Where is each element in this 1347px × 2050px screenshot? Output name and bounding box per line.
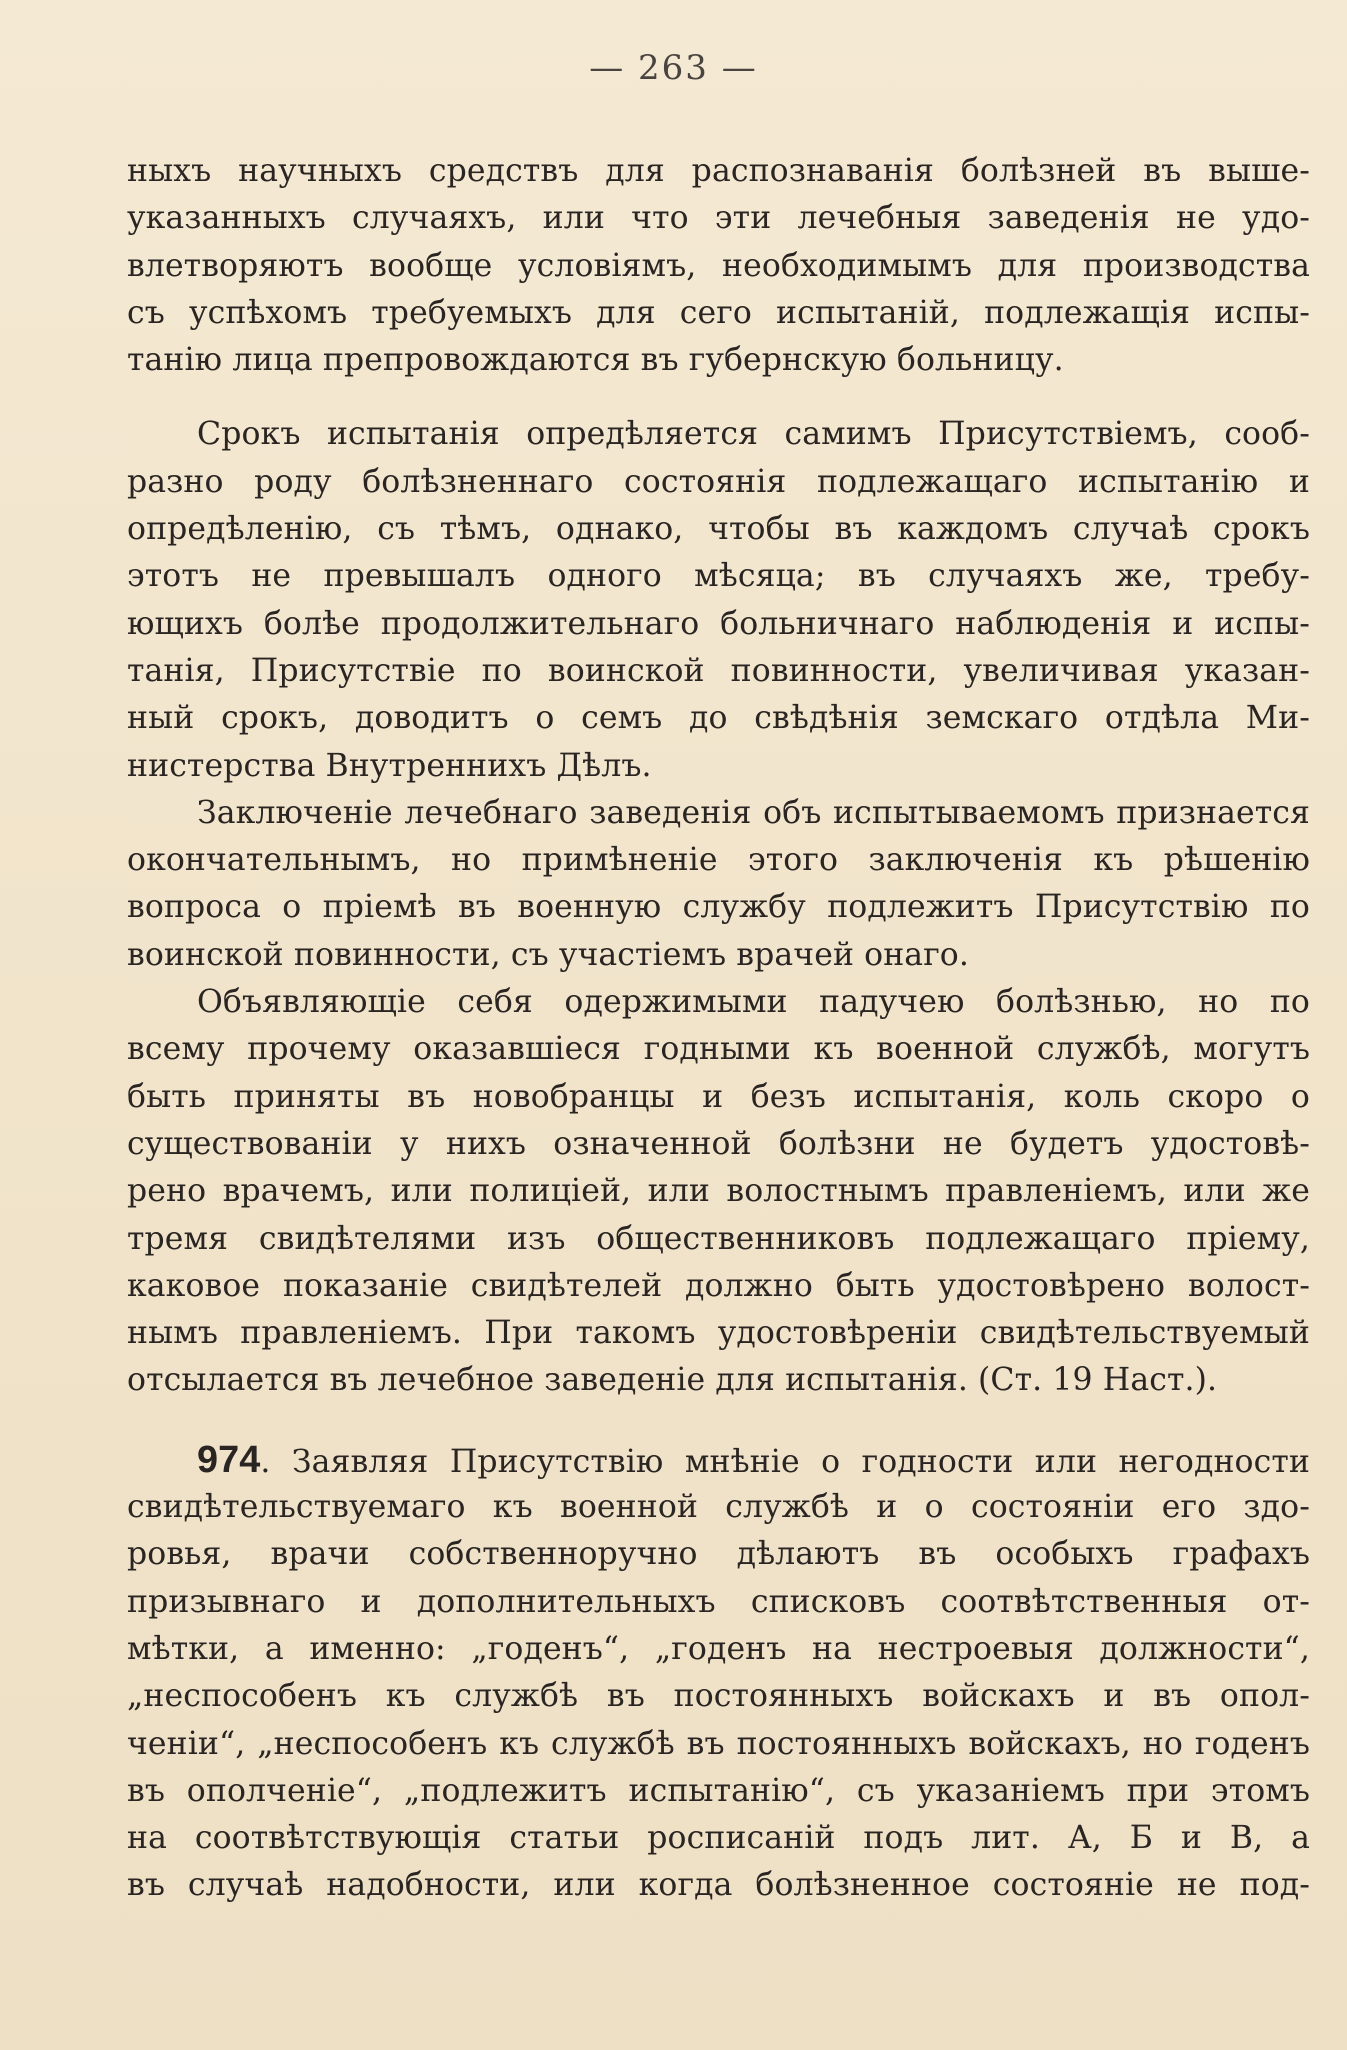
text-line: ныхъ научныхъ средствъ для распознаванія болѣзней въ выше- xyxy=(127,153,1310,189)
text-line: отсылается въ лечебное заведеніе для испытанія. (Ст. 19 Наст.). xyxy=(127,1362,1218,1399)
text-line: окончательнымъ, но примѣненіе этого заключенія къ рѣшенію xyxy=(127,842,1310,879)
text-line: Срокъ испытанія опредѣляется самимъ Присутствіемъ, сооб- xyxy=(197,416,1310,453)
text-line: ющихъ болѣе продолжительнаго больничнаго наблюденія и испы- xyxy=(127,605,1310,642)
text-line: разно роду болѣзненнаго состоянія подлежащаго испытанію и xyxy=(127,463,1310,500)
text-line: нымъ правленіемъ. При такомъ удостовѣреніи свидѣтельствуемый xyxy=(127,1315,1310,1352)
text-line: влетворяютъ вообще условіямъ, необходимымъ для производства xyxy=(127,247,1310,284)
article-number: 974 xyxy=(197,1438,261,1481)
text-line: быть приняты въ новобранцы и безъ испытанія, коль скоро о xyxy=(127,1078,1310,1115)
text-line: рено врачемъ, или полиціей, или волостнымъ правленіемъ, или же xyxy=(127,1173,1310,1210)
article-first-line xyxy=(127,1437,1310,1484)
text-line: танію лица препровождаются въ губернскую больницу. xyxy=(127,342,1064,379)
text-line: съ успѣхомъ требуемыхъ для сего испытаній, подлежащія испы- xyxy=(127,294,1310,331)
text-line: на соотвѣтствующія статьи росписаній подъ лит. А, Б и В, а xyxy=(127,1820,1310,1857)
text-line: тремя свидѣтелями изъ общественниковъ подлежащаго пріему, xyxy=(127,1220,1310,1257)
text-line: существованіи у нихъ означенной болѣзни не будетъ удостовѣ- xyxy=(127,1125,1310,1162)
text-line: Заключеніе лечебнаго заведенія объ испытываемомъ признается xyxy=(197,794,1310,831)
text-line: Объявляющіе себя одержимыми падучею болѣзнью, но по xyxy=(197,984,1310,1021)
text-line: мѣтки, а именно: „годенъ“, „годенъ на нестроевыя должности“, xyxy=(127,1630,1310,1667)
text-line: опредѣленію, съ тѣмъ, однако, чтобы въ каждомъ случаѣ срокъ xyxy=(127,511,1310,548)
text-line: танія, Присутствіе по воинской повинности, увеличивая указан- xyxy=(127,652,1310,689)
text-line: нистерства Внутреннихъ Дѣлъ. xyxy=(127,747,652,784)
text-line: ный срокъ, доводитъ о семъ до свѣдѣнія земскаго отдѣла Ми- xyxy=(127,700,1310,737)
text-line: призывнаго и дополнительныхъ списковъ соотвѣтственныя от- xyxy=(127,1583,1310,1620)
text-line: воинской повинности, съ участіемъ врачей онаго. xyxy=(127,936,969,973)
text-line: всему прочему оказавшіеся годными къ военной службѣ, могутъ xyxy=(127,1031,1310,1068)
body-text xyxy=(127,148,1310,1910)
text-line: вопроса о пріемѣ въ военную службу подлежитъ Присутствію по xyxy=(127,889,1310,926)
text-line: указанныхъ случаяхъ, или что эти лечебныя заведенія не удо- xyxy=(127,200,1310,237)
text-line: въ случаѣ надобности, или когда болѣзненное состояніе не под- xyxy=(127,1867,1310,1904)
text-line: каковое показаніе свидѣтелей должно быть удостовѣрено волост- xyxy=(127,1267,1310,1304)
text-line: „неспособенъ къ службѣ въ постоянныхъ войскахъ и въ опол- xyxy=(127,1678,1310,1715)
text-line: въ ополченіе“, „подлежитъ испытанію“, съ указаніемъ при этомъ xyxy=(127,1772,1310,1809)
text-line: этотъ не превышалъ одного мѣсяца; въ случаяхъ же, требу- xyxy=(127,558,1310,595)
text-line: ровья, врачи собственноручно дѣлаютъ въ особыхъ графахъ xyxy=(127,1536,1310,1573)
text-line: свидѣтельствуемаго къ военной службѣ и о состояніи его здо- xyxy=(127,1489,1310,1526)
text-line: . Заявляя Присутствію мнѣніе о годности или негодности xyxy=(260,1443,1310,1480)
page-number: — 263 — xyxy=(589,48,758,88)
text-line: ченіи“, „неспособенъ къ службѣ въ постоянныхъ войскахъ, но годенъ xyxy=(127,1725,1310,1762)
